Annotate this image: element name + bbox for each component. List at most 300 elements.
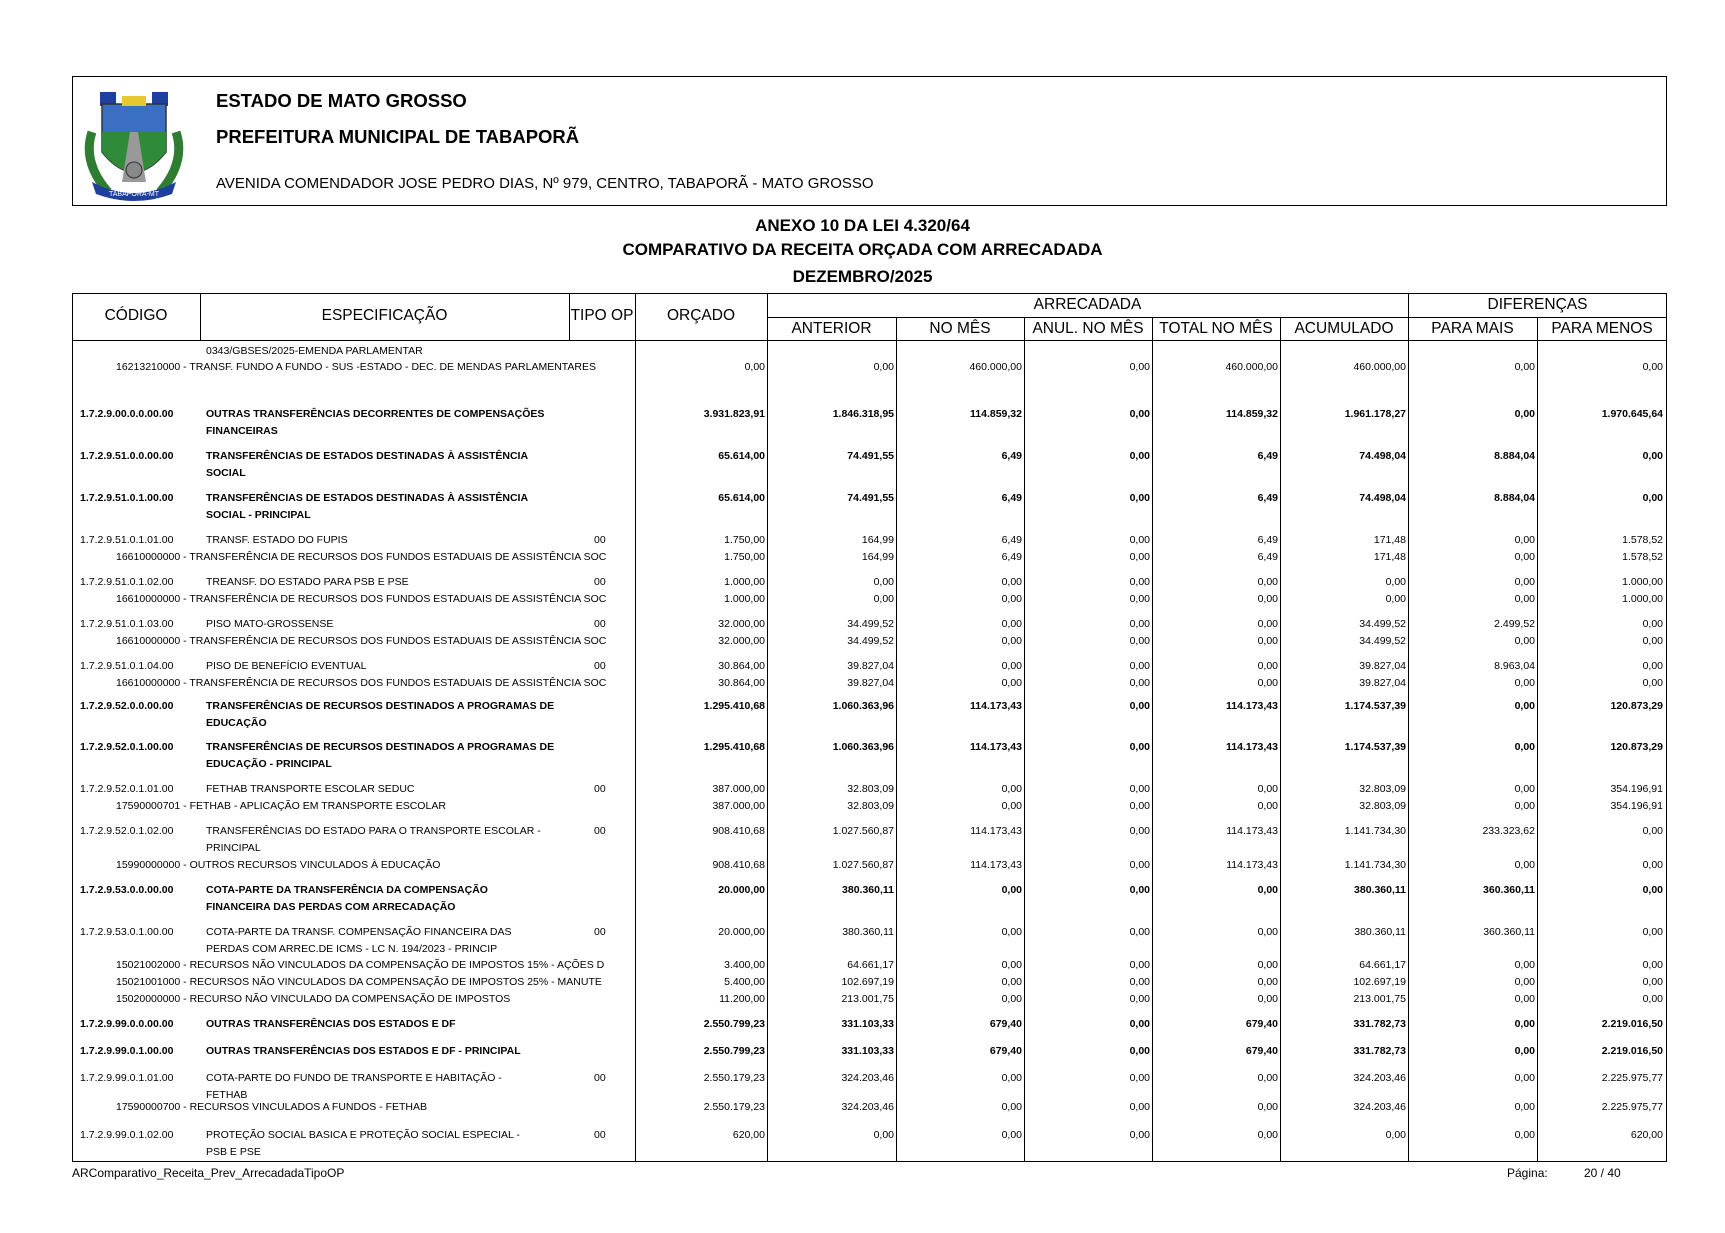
- row-code: 1.7.2.9.53.0.0.00.00: [80, 884, 174, 896]
- row-value: 0,00: [1642, 660, 1663, 672]
- col-header-anterior: ANTERIOR: [791, 320, 872, 337]
- row-value: 0,00: [1129, 534, 1150, 546]
- row-value: 0,00: [1129, 551, 1150, 563]
- row-description-line2: FINANCEIRA DAS PERDAS COM ARRECADAÇÃO: [206, 901, 456, 913]
- row-code: 1.7.2.9.51.0.1.03.00: [80, 618, 174, 630]
- row-value: 460.000,00: [1225, 361, 1278, 373]
- row-value: 1.295.410,68: [703, 700, 765, 712]
- row-description: OUTRAS TRANSFERÊNCIAS DOS ESTADOS E DF - PRINCIPAL: [206, 1045, 521, 1057]
- col-header-para-menos: PARA MENOS: [1551, 320, 1653, 337]
- row-value: 32.803,09: [1359, 800, 1406, 812]
- row-value: 5.400,00: [724, 976, 765, 988]
- row-value: 0,00: [1129, 926, 1150, 938]
- row-value: 0,00: [1514, 741, 1535, 753]
- row-value: 0,00: [1514, 635, 1535, 647]
- row-value: 0,00: [1001, 1072, 1022, 1084]
- row-code: 1.7.2.9.51.0.1.02.00: [80, 576, 174, 588]
- row-tipo-op: 00: [594, 1072, 606, 1084]
- row-value: 114.859,32: [970, 408, 1022, 420]
- row-tipo-op: 00: [594, 576, 606, 588]
- row-description: TRANSFERÊNCIAS DE RECURSOS DESTINADOS A PROGRAMAS DE: [206, 700, 555, 712]
- header-bottom-line: [72, 340, 1667, 341]
- row-value: 2.499,52: [1494, 618, 1535, 630]
- row-value: 0,00: [744, 361, 765, 373]
- row-value: 6,49: [1001, 450, 1022, 462]
- row-value: 6,49: [1001, 551, 1022, 563]
- row-value: 380.360,11: [842, 884, 894, 896]
- row-value: 0,00: [1514, 783, 1535, 795]
- row-value: 6,49: [1001, 534, 1022, 546]
- row-value: 0,00: [1257, 884, 1278, 896]
- row-code: 1.7.2.9.53.0.1.00.00: [80, 926, 174, 938]
- row-value: 0,00: [1257, 1072, 1278, 1084]
- row-value: 34.499,52: [847, 635, 894, 647]
- row-value: 0,00: [1129, 1129, 1150, 1141]
- row-value: 679,40: [989, 1045, 1022, 1057]
- row-value: 0,00: [1001, 635, 1022, 647]
- row-value: 32.803,09: [847, 800, 894, 812]
- row-value: 74.498,04: [1359, 450, 1406, 462]
- row-value: 0,00: [1129, 1045, 1150, 1057]
- row-value: 0,00: [1001, 976, 1022, 988]
- row-value: 1.000,00: [1622, 576, 1663, 588]
- row-value: 20.000,00: [718, 926, 765, 938]
- header-state: ESTADO DE MATO GROSSO: [216, 90, 467, 111]
- row-source-description: 16213210000 - TRANSF. FUNDO A FUNDO - SUS -ESTADO - DEC. DE MENDAS PARLAMENTARES: [116, 361, 597, 373]
- row-value: 0,00: [1514, 1018, 1535, 1030]
- row-value: 0,00: [1642, 993, 1663, 1005]
- row-value: 32.803,09: [847, 783, 894, 795]
- row-description: OUTRAS TRANSFERÊNCIAS DECORRENTES DE COMPENSAÇÕES: [206, 408, 545, 420]
- header-address: AVENIDA COMENDADOR JOSE PEDRO DIAS, Nº 979, CENTRO, TABAPORÃ - MATO GROSSO: [216, 175, 874, 192]
- row-description: OUTRAS TRANSFERÊNCIAS DOS ESTADOS E DF: [206, 1018, 456, 1030]
- col-sep: [1408, 293, 1409, 1162]
- row-source-description: 15990000000 - OUTROS RECURSOS VINCULADOS À EDUCAÇÃO: [116, 859, 441, 871]
- col-sep: [1280, 317, 1281, 1162]
- row-value: 1.174.537,39: [1344, 700, 1406, 712]
- row-value: 380.360,11: [1354, 884, 1406, 896]
- row-source-description: 17590000701 - FETHAB - APLICAÇÃO EM TRANSPORTE ESCOLAR: [116, 800, 446, 812]
- row-value: 0,00: [1642, 361, 1663, 373]
- row-value: 360.360,11: [1483, 926, 1535, 938]
- row-description-line2: PERDAS COM ARREC.DE ICMS - LC N. 194/2023 - PRINCIP: [206, 943, 498, 955]
- row-value: 0,00: [1257, 783, 1278, 795]
- row-value: 20.000,00: [718, 884, 765, 896]
- row-value: 6,49: [1257, 534, 1278, 546]
- row-value: 331.782,73: [1353, 1045, 1406, 1057]
- row-value: 1.961.178,27: [1344, 408, 1406, 420]
- row-value: 2.550.799,23: [703, 1018, 765, 1030]
- row-value: 0,00: [1514, 408, 1535, 420]
- row-description: TRANSFERÊNCIAS DE ESTADOS DESTINADAS À ASSISTÊNCIA: [206, 492, 529, 504]
- row-value: 0,00: [1514, 859, 1535, 871]
- row-value: 1.578,52: [1622, 534, 1663, 546]
- row-value: 114.173,43: [1226, 700, 1278, 712]
- row-value: 2.550.179,23: [703, 1072, 765, 1084]
- row-description: 0343/GBSES/2025-EMENDA PARLAMENTAR: [206, 345, 423, 357]
- row-value: 1.141.734,30: [1344, 825, 1406, 837]
- row-value: 102.697,19: [1353, 976, 1406, 988]
- row-description-line2: EDUCAÇÃO: [206, 717, 267, 729]
- row-value: 0,00: [1129, 361, 1150, 373]
- row-value: 114.173,43: [970, 859, 1022, 871]
- row-value: 0,00: [1001, 660, 1022, 672]
- row-code: 1.7.2.9.52.0.1.02.00: [80, 825, 174, 837]
- row-value: 171,48: [1373, 551, 1406, 563]
- row-value: 0,00: [1642, 635, 1663, 647]
- row-value: 324.203,46: [841, 1101, 894, 1113]
- row-value: 908.410,68: [712, 859, 765, 871]
- row-value: 8.884,04: [1494, 492, 1535, 504]
- row-value: 0,00: [1385, 576, 1406, 588]
- row-value: 331.782,73: [1353, 1018, 1406, 1030]
- row-value: 0,00: [1129, 1101, 1150, 1113]
- row-tipo-op: 00: [594, 1129, 606, 1141]
- row-value: 2.225.975,77: [1601, 1101, 1663, 1113]
- row-value: 1.750,00: [724, 551, 765, 563]
- row-value: 30.864,00: [718, 677, 765, 689]
- row-value: 1.174.537,39: [1344, 741, 1406, 753]
- row-value: 0,00: [1129, 800, 1150, 812]
- row-value: 0,00: [1129, 993, 1150, 1005]
- row-code: 1.7.2.9.52.0.1.01.00: [80, 783, 174, 795]
- row-value: 1.295.410,68: [703, 741, 765, 753]
- row-value: 0,00: [1001, 677, 1022, 689]
- row-value: 0,00: [1129, 618, 1150, 630]
- row-value: 213.001,75: [841, 993, 894, 1005]
- row-value: 2.219.016,50: [1601, 1045, 1663, 1057]
- row-value: 0,00: [1129, 1072, 1150, 1084]
- row-description: TREANSF. DO ESTADO PARA PSB E PSE: [206, 576, 409, 588]
- row-value: 8.963,04: [1494, 660, 1535, 672]
- row-value: 0,00: [873, 1129, 894, 1141]
- row-value: 1.027.560,87: [832, 859, 894, 871]
- col-header-anul-no-mes: ANUL. NO MÊS: [1032, 320, 1144, 337]
- row-value: 1.141.734,30: [1344, 859, 1406, 871]
- row-description: TRANSF. ESTADO DO FUPIS: [206, 534, 348, 546]
- row-value: 354.196,91: [1610, 800, 1663, 812]
- row-value: 0,00: [1514, 576, 1535, 588]
- row-value: 102.697,19: [841, 976, 894, 988]
- col-header-para-mais: PARA MAIS: [1431, 320, 1514, 337]
- row-value: 0,00: [1001, 800, 1022, 812]
- row-value: 0,00: [1001, 593, 1022, 605]
- header-divider-arrecadada: [767, 317, 1408, 318]
- row-code: 1.7.2.9.99.0.0.00.00: [80, 1018, 174, 1030]
- col-sep: [896, 317, 897, 1162]
- row-tipo-op: 00: [594, 660, 606, 672]
- row-value: 114.173,43: [1226, 859, 1278, 871]
- row-code: 1.7.2.9.99.0.1.00.00: [80, 1045, 174, 1057]
- row-tipo-op: 00: [594, 618, 606, 630]
- row-value: 0,00: [1514, 1101, 1535, 1113]
- row-value: 114.173,43: [1226, 825, 1278, 837]
- row-value: 0,00: [873, 576, 894, 588]
- row-tipo-op: 00: [594, 534, 606, 546]
- row-value: 0,00: [1514, 593, 1535, 605]
- row-description-line2: PRINCIPAL: [206, 842, 261, 854]
- row-value: 0,00: [1257, 800, 1278, 812]
- col-header-no-mes: NO MÊS: [929, 320, 991, 337]
- row-value: 1.027.560,87: [832, 825, 894, 837]
- row-value: 0,00: [1257, 618, 1278, 630]
- row-value: 679,40: [1245, 1045, 1278, 1057]
- row-value: 0,00: [1257, 1101, 1278, 1113]
- row-value: 30.864,00: [718, 660, 765, 672]
- row-value: 3.400,00: [724, 959, 765, 971]
- row-value: 0,00: [1514, 1129, 1535, 1141]
- row-value: 32.000,00: [718, 618, 765, 630]
- row-value: 0,00: [1001, 884, 1022, 896]
- row-value: 0,00: [1001, 959, 1022, 971]
- row-code: 1.7.2.9.51.0.1.00.00: [80, 492, 174, 504]
- row-source-description: 15020000000 - RECURSO NÃO VINCULADO DA COMPENSAÇÃO DE IMPOSTOS: [116, 993, 511, 1005]
- row-source-description: 15021001000 - RECURSOS NÃO VINCULADOS DA COMPENSAÇÃO DE IMPOSTOS 25% - MANUTE: [116, 976, 602, 988]
- row-description: FETHAB TRANSPORTE ESCOLAR SEDUC: [206, 783, 415, 795]
- row-value: 0,00: [873, 593, 894, 605]
- row-value: 0,00: [1642, 859, 1663, 871]
- row-value: 0,00: [873, 361, 894, 373]
- row-value: 0,00: [1001, 926, 1022, 938]
- row-value: 0,00: [1129, 959, 1150, 971]
- row-value: 39.827,04: [1359, 660, 1406, 672]
- col-header-orcado: ORÇADO: [666, 307, 736, 324]
- row-value: 0,00: [1514, 361, 1535, 373]
- col-sep: [1152, 317, 1153, 1162]
- row-tipo-op: 00: [594, 783, 606, 795]
- row-value: 65.614,00: [718, 492, 765, 504]
- row-description: PROTEÇÃO SOCIAL BASICA E PROTEÇÃO SOCIAL ESPECIAL -: [206, 1129, 520, 1141]
- row-value: 354.196,91: [1610, 783, 1663, 795]
- row-value: 0,00: [1514, 976, 1535, 988]
- row-code: 1.7.2.9.99.0.1.01.00: [80, 1072, 174, 1084]
- row-value: 11.200,00: [719, 993, 765, 1005]
- row-value: 74.491,55: [847, 492, 894, 504]
- row-value: 114.859,32: [1226, 408, 1278, 420]
- row-code: 1.7.2.9.99.0.1.02.00: [80, 1129, 174, 1141]
- row-tipo-op: 00: [594, 926, 606, 938]
- row-value: 0,00: [1257, 926, 1278, 938]
- row-value: 331.103,33: [841, 1045, 894, 1057]
- col-header-acumulado: ACUMULADO: [1294, 320, 1394, 337]
- row-value: 324.203,46: [1353, 1072, 1406, 1084]
- row-source-description: 16610000000 - TRANSFERÊNCIA DE RECURSOS DOS FUNDOS ESTADUAIS DE ASSISTÊNCIA SOC: [116, 677, 607, 689]
- col-header-arrecadada: ARRECADADA: [1033, 296, 1142, 313]
- row-value: 1.000,00: [1622, 593, 1663, 605]
- row-value: 0,00: [1257, 660, 1278, 672]
- row-value: 0,00: [1129, 576, 1150, 588]
- row-value: 32.803,09: [1359, 783, 1406, 795]
- row-value: 0,00: [1129, 741, 1150, 753]
- row-value: 74.498,04: [1359, 492, 1406, 504]
- municipal-coat-of-arms-logo: [78, 82, 190, 202]
- row-value: 1.970.645,64: [1601, 408, 1663, 420]
- row-value: 65.614,00: [718, 450, 765, 462]
- row-source-description: 16610000000 - TRANSFERÊNCIA DE RECURSOS DOS FUNDOS ESTADUAIS DE ASSISTÊNCIA SOC: [116, 635, 607, 647]
- row-value: 0,00: [1001, 783, 1022, 795]
- row-value: 0,00: [1257, 959, 1278, 971]
- row-description: TRANSFERÊNCIAS DO ESTADO PARA O TRANSPORTE ESCOLAR -: [206, 825, 541, 837]
- col-sep: [1024, 317, 1025, 1162]
- row-value: 0,00: [1129, 884, 1150, 896]
- col-header-total-no-mes: TOTAL NO MÊS: [1159, 320, 1273, 337]
- row-value: 1.000,00: [724, 576, 765, 588]
- row-value: 0,00: [1129, 660, 1150, 672]
- row-value: 6,49: [1257, 492, 1278, 504]
- row-value: 0,00: [1129, 677, 1150, 689]
- row-value: 460.000,00: [1353, 361, 1406, 373]
- row-description: TRANSFERÊNCIAS DE ESTADOS DESTINADAS À ASSISTÊNCIA: [206, 450, 529, 462]
- row-value: 39.827,04: [847, 660, 894, 672]
- row-description-line2: FETHAB: [206, 1089, 248, 1101]
- row-value: 1.060.363,96: [832, 741, 894, 753]
- row-value: 6,49: [1001, 492, 1022, 504]
- row-value: 6,49: [1257, 450, 1278, 462]
- row-value: 39.827,04: [847, 677, 894, 689]
- col-header-codigo: CÓDIGO: [104, 307, 168, 324]
- row-value: 387.000,00: [712, 800, 765, 812]
- row-value: 0,00: [1642, 884, 1663, 896]
- row-description-line2: SOCIAL: [206, 467, 246, 479]
- row-value: 380.360,11: [842, 926, 894, 938]
- row-value: 0,00: [1129, 1018, 1150, 1030]
- row-value: 0,00: [1129, 825, 1150, 837]
- row-value: 114.173,43: [1226, 741, 1278, 753]
- row-source-description: 16610000000 - TRANSFERÊNCIA DE RECURSOS DOS FUNDOS ESTADUAIS DE ASSISTÊNCIA SOC: [116, 551, 607, 563]
- row-value: 32.000,00: [718, 635, 765, 647]
- row-description: PISO MATO-GROSSENSE: [206, 618, 334, 630]
- row-value: 0,00: [1642, 618, 1663, 630]
- col-header-tipo-op: TIPO OP: [570, 307, 634, 324]
- row-value: 114.173,43: [970, 825, 1022, 837]
- row-value: 0,00: [1514, 534, 1535, 546]
- row-value: 34.499,52: [1359, 618, 1406, 630]
- row-value: 0,00: [1642, 492, 1663, 504]
- row-value: 0,00: [1001, 1129, 1022, 1141]
- revenue-table: [72, 293, 1667, 1162]
- row-description: COTA-PARTE DA TRANSF. COMPENSAÇÃO FINANCEIRA DAS: [206, 926, 512, 938]
- row-code: 1.7.2.9.00.0.0.00.00: [80, 408, 174, 420]
- row-value: 331.103,33: [841, 1018, 894, 1030]
- row-source-description: 15021002000 - RECURSOS NÃO VINCULADOS DA COMPENSAÇÃO DE IMPOSTOS 15% - AÇÕES D: [116, 959, 605, 971]
- row-value: 0,00: [1129, 593, 1150, 605]
- row-value: 0,00: [1129, 976, 1150, 988]
- row-value: 114.173,43: [970, 700, 1022, 712]
- row-source-description: 17590000700 - RECURSOS VINCULADOS A FUNDOS - FETHAB: [116, 1101, 428, 1113]
- row-value: 64.661,17: [847, 959, 894, 971]
- row-value: 0,00: [1001, 993, 1022, 1005]
- row-value: 213.001,75: [1353, 993, 1406, 1005]
- row-value: 233.323,62: [1482, 825, 1535, 837]
- row-value: 2.225.975,77: [1601, 1072, 1663, 1084]
- row-value: 1.846.318,95: [832, 408, 894, 420]
- row-value: 620,00: [1630, 1129, 1663, 1141]
- row-value: 120.873,29: [1610, 700, 1663, 712]
- row-code: 1.7.2.9.51.0.1.04.00: [80, 660, 174, 672]
- row-code: 1.7.2.9.51.0.0.00.00: [80, 450, 174, 462]
- row-value: 908.410,68: [712, 825, 765, 837]
- row-value: 0,00: [1257, 576, 1278, 588]
- row-value: 3.931.823,91: [703, 408, 765, 420]
- row-value: 8.884,04: [1494, 450, 1535, 462]
- row-value: 0,00: [1642, 976, 1663, 988]
- row-value: 0,00: [1514, 700, 1535, 712]
- row-value: 0,00: [1257, 593, 1278, 605]
- row-value: 620,00: [732, 1129, 765, 1141]
- row-value: 0,00: [1129, 635, 1150, 647]
- row-value: 0,00: [1514, 1072, 1535, 1084]
- row-value: 679,40: [989, 1018, 1022, 1030]
- col-sep: [1537, 317, 1538, 1162]
- row-value: 1.000,00: [724, 593, 765, 605]
- row-value: 0,00: [1129, 700, 1150, 712]
- row-value: 34.499,52: [1359, 635, 1406, 647]
- row-value: 0,00: [1129, 783, 1150, 795]
- row-value: 2.550.179,23: [703, 1101, 765, 1113]
- row-value: 0,00: [1642, 926, 1663, 938]
- report-period: DEZEMBRO/2025: [792, 267, 933, 286]
- row-value: 34.499,52: [847, 618, 894, 630]
- row-value: 0,00: [1257, 1129, 1278, 1141]
- col-sep: [635, 293, 636, 1162]
- col-header-especificacao: ESPECIFICAÇÃO: [321, 307, 448, 324]
- row-value: 0,00: [1642, 959, 1663, 971]
- row-value: 114.173,43: [970, 741, 1022, 753]
- row-value: 164,99: [861, 551, 894, 563]
- row-value: 460.000,00: [969, 361, 1022, 373]
- report-title-line2: COMPARATIVO DA RECEITA ORÇADA COM ARRECADADA: [622, 240, 1103, 259]
- row-value: 6,49: [1257, 551, 1278, 563]
- row-value: 2.219.016,50: [1601, 1018, 1663, 1030]
- col-sep: [767, 293, 768, 1162]
- row-value: 164,99: [861, 534, 894, 546]
- row-value: 679,40: [1245, 1018, 1278, 1030]
- logo-ribbon-text: TABAPORÃ-MT: [108, 191, 160, 198]
- row-value: 120.873,29: [1610, 741, 1663, 753]
- row-value: 0,00: [1129, 859, 1150, 871]
- footer-report-name: ARComparativo_Receita_Prev_ArrecadadaTipoOP: [72, 1166, 345, 1180]
- header-city: PREFEITURA MUNICIPAL DE TABAPORÃ: [216, 126, 580, 147]
- row-description: PISO DE BENEFÍCIO EVENTUAL: [206, 660, 367, 672]
- row-value: 0,00: [1001, 1101, 1022, 1113]
- row-description-line2: EDUCAÇÃO - PRINCIPAL: [206, 758, 332, 770]
- row-value: 0,00: [1257, 635, 1278, 647]
- row-value: 0,00: [1514, 1045, 1535, 1057]
- report-title-line1: ANEXO 10 DA LEI 4.320/64: [755, 216, 970, 235]
- row-value: 0,00: [1257, 993, 1278, 1005]
- row-code: 1.7.2.9.52.0.1.00.00: [80, 741, 174, 753]
- row-description-line2: FINANCEIRAS: [206, 425, 278, 437]
- row-value: 2.550.799,23: [703, 1045, 765, 1057]
- row-value: 380.360,11: [1354, 926, 1406, 938]
- row-value: 0,00: [1001, 576, 1022, 588]
- row-value: 0,00: [1514, 959, 1535, 971]
- row-value: 0,00: [1514, 551, 1535, 563]
- row-value: 0,00: [1514, 677, 1535, 689]
- row-value: 0,00: [1642, 677, 1663, 689]
- row-description: COTA-PARTE DO FUNDO DE TRANSPORTE E HABITAÇÃO -: [206, 1072, 502, 1084]
- row-value: 324.203,46: [1353, 1101, 1406, 1113]
- row-value: 0,00: [1642, 450, 1663, 462]
- row-value: 74.491,55: [847, 450, 894, 462]
- row-value: 171,48: [1373, 534, 1406, 546]
- row-value: 0,00: [1385, 593, 1406, 605]
- row-value: 64.661,17: [1359, 959, 1406, 971]
- row-description-line2: SOCIAL - PRINCIPAL: [206, 509, 311, 521]
- row-description-line2: PSB E PSE: [206, 1146, 261, 1158]
- footer-page-number: 20 / 40: [1584, 1166, 1621, 1180]
- row-value: 0,00: [1385, 1129, 1406, 1141]
